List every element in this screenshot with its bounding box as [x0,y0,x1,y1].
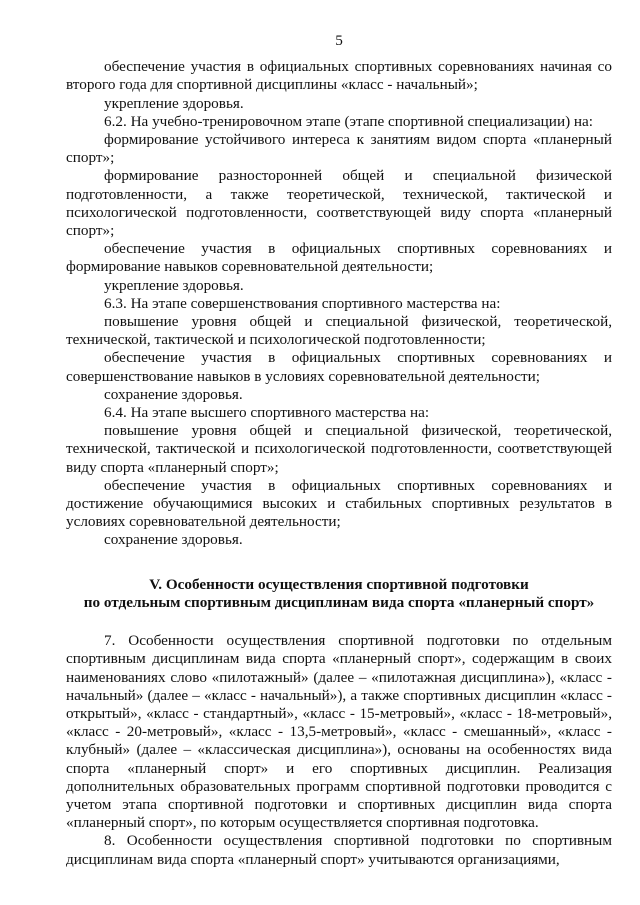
paragraph: обеспечение участия в официальных спортивных соревнованиях и достижение обучающимися высоких и стабильных спортивных результатов в условиях соревновательной деятельности; [66,476,612,531]
paragraph: 8. Особенности осуществления спортивной подготовки по спортивным дисциплинам вида спорта «планерный спорт» учитываются организациями, [66,832,612,868]
paragraph: формирование устойчивого интереса к занятиям видом спорта «планерный спорт»; [66,131,612,167]
paragraph: 6.2. На учебно-тренировочном этапе (этапе спортивной специализации) на: [104,112,594,130]
paragraph: 6.3. На этапе совершенствования спортивного мастерства на: [104,294,501,312]
section-features-text [66,632,612,869]
section-heading-line-2: по отдельным спортивным дисциплинам вида спорта «планерный спорт» [83,593,595,611]
paragraph: сохранение здоровья. [104,385,243,403]
paragraph: 7. Особенности осуществления спортивной подготовки по отдельным спортивным дисциплинам вида спорта «планерный спорт», содержащим в своих наименованиях слово «пилотажный» (далее – «пилотажная дисциплина»), «класс - начальный» (далее – «класс - начальный»), а также спортивных дисциплин «класс - открытый», «класс - стандартный», «класс - 15-метровый», «класс - 18-метровый», «класс - 20-метровый», «класс - 13,5-метровый», «класс - смешанный», «класс - клубный» (далее – «классическая дисциплина»), основаны на особенностях вида спорта «планерный спорт» и его спортивных дисциплин. Реализация дополнительных образовательных программ спортивной подготовки проводится с учетом этапа спортивной подготовки и спортивных дисциплин вида спорта «планерный спорт», по которым осуществляется спортивная подготовка. [66,632,612,832]
paragraph: сохранение здоровья. [104,531,243,549]
paragraph: повышение уровня общей и специальной физической, теоретической, технической, тактической и психологической подготовленности, соответствующей виду спорта «планерный спорт»; [66,422,612,476]
paragraph: обеспечение участия в официальных спортивных соревнованиях и совершенствование навыков в условиях соревновательной деятельности; [66,349,612,385]
page-number: 5 [335,32,343,49]
paragraph: обеспечение участия в официальных спортивных соревнованиях и формирование навыков соревновательной деятельности; [66,240,612,276]
section-heading-line-1: V. Особенности осуществления спортивной подготовки [149,575,529,593]
paragraph: 6.4. На этапе высшего спортивного мастерства на: [104,404,430,422]
section-stages-list [66,58,612,549]
section-heading [66,576,612,612]
paragraph: формирование разносторонней общей и специальной физической подготовленности, а также теоретической, технической, тактической и психологической подготовленности, соответствующей виду спорта «планерный спорт»; [66,167,612,240]
paragraph: укрепление здоровья. [104,276,244,294]
paragraph: укрепление здоровья. [104,94,244,112]
paragraph: обеспечение участия в официальных спортивных соревнованиях начиная со второго года для спортивной дисциплины «класс - начальный»; [66,58,612,94]
paragraph: повышение уровня общей и специальной физической, теоретической, технической, тактической и психологической подготовленности; [66,313,612,349]
